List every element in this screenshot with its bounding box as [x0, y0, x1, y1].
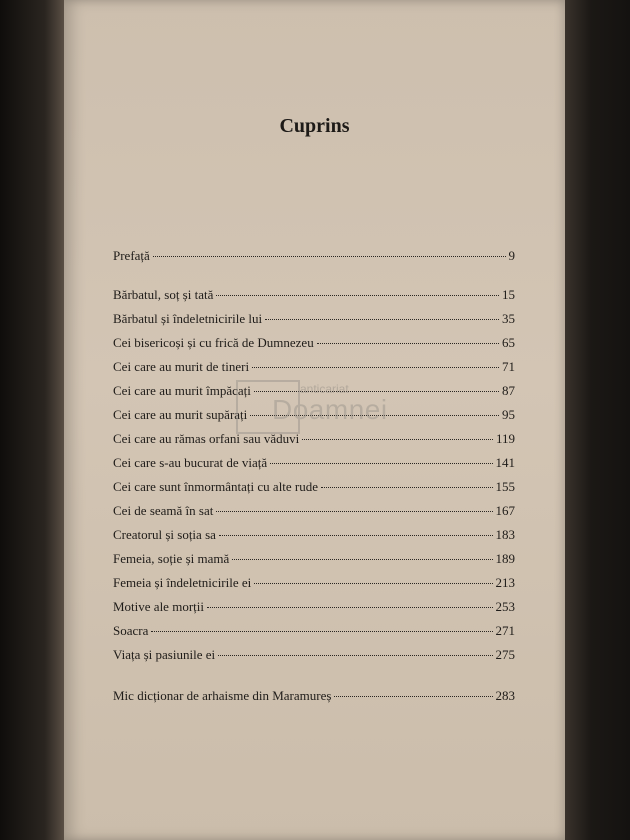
toc-entry-label: Cei care au rămas orfani sau văduvi [113, 431, 300, 446]
toc-entry-page: 71 [502, 359, 515, 374]
toc-entry [113, 455, 515, 475]
toc-leader-dots [216, 295, 499, 296]
toc-leader-dots [219, 535, 493, 536]
toc-entry [113, 431, 515, 451]
toc-entry-label: Viața și pasiunile ei [113, 647, 216, 662]
toc-entry-page: 253 [495, 599, 515, 614]
book-gutter-left [0, 0, 64, 840]
toc-entry-label: Cei care s-au bucurat de viață [113, 455, 268, 470]
toc-entry-label: Prefață [113, 248, 150, 263]
toc-leader-dots [254, 583, 492, 584]
toc-leader-dots [317, 343, 499, 344]
toc-entry [113, 575, 515, 595]
toc-entry [113, 248, 515, 268]
toc-leader-dots [265, 319, 499, 320]
toc-entry-page: 141 [495, 455, 515, 470]
toc-entry-page: 9 [508, 248, 515, 263]
toc-leader-dots [232, 559, 492, 560]
toc-entry-page: 35 [502, 311, 515, 326]
toc-leader-dots [218, 655, 492, 656]
toc-entry-page: 15 [502, 287, 515, 302]
toc-leader-dots [254, 391, 499, 392]
toc-entry [113, 647, 515, 667]
toc-entry-page: 275 [495, 647, 515, 662]
toc-entry-label: Bărbatul, soț și tată [113, 287, 214, 302]
toc-entry [113, 335, 515, 355]
toc-entry-page: 65 [502, 335, 515, 350]
toc-entry-page: 283 [495, 688, 515, 703]
toc-entry [113, 688, 515, 708]
toc-entry-label: Femeia și îndeletnicirile ei [113, 575, 252, 590]
toc-leader-dots [252, 367, 499, 368]
toc-entry-page: 119 [495, 431, 515, 446]
toc-leader-dots [270, 463, 492, 464]
toc-entry-label: Bărbatul și îndeletnicirile lui [113, 311, 263, 326]
toc-entry-page: 155 [495, 479, 515, 494]
toc-entry [113, 287, 515, 307]
book-edge-right [565, 0, 630, 840]
toc-entry-page: 167 [495, 503, 515, 518]
toc-entry-label: Cei bisericoși și cu frică de Dumnezeu [113, 335, 314, 350]
toc-entry-page: 271 [495, 623, 515, 638]
toc-entry-label: Cei care au murit supărați [113, 407, 248, 422]
watermark-main-text: Doamnei [272, 394, 388, 425]
toc-entry [113, 623, 515, 643]
toc-leader-dots [250, 415, 499, 416]
toc-entry-page: 189 [495, 551, 515, 566]
toc-leader-dots [334, 696, 492, 697]
toc-entry-label: Creatorul și soția sa [113, 527, 216, 542]
toc-entry-label: Cei de seamă în sat [113, 503, 214, 518]
toc-entry [113, 359, 515, 379]
toc-leader-dots [216, 511, 492, 512]
toc-leader-dots [321, 487, 492, 488]
toc-entry [113, 311, 515, 331]
toc-entry [113, 503, 515, 523]
toc-entry-label: Motive ale morții [113, 599, 204, 614]
toc-leader-dots [151, 631, 492, 632]
toc-entry-label: Soacra [113, 623, 149, 638]
toc-entry-label: Cei care sunt înmormântați cu alte rude [113, 479, 319, 494]
toc-entry [113, 407, 515, 427]
toc-entry-label: Cei care au murit de tineri [113, 359, 250, 374]
toc-entry-page: 183 [495, 527, 515, 542]
toc-entry-page: 95 [502, 407, 515, 422]
watermark-top-text: anticariat [300, 382, 349, 396]
toc-entry-label: Mic dicționar de arhaisme din Maramureș [113, 688, 332, 703]
toc-entry [113, 551, 515, 571]
toc-entry [113, 527, 515, 547]
toc-entry-label: Femeia, soție și mamă [113, 551, 230, 566]
page-title: Cuprins [279, 115, 350, 137]
toc-leader-dots [302, 439, 493, 440]
toc-entry [113, 479, 515, 499]
toc-entry-page: 87 [502, 383, 515, 398]
toc-leader-dots [207, 607, 493, 608]
toc-entry [113, 383, 515, 403]
toc-entry-label: Cei care au murit împăcați [113, 383, 251, 398]
toc-entry-page: 213 [495, 575, 515, 590]
toc-entry [113, 599, 515, 619]
toc-leader-dots [153, 256, 506, 257]
